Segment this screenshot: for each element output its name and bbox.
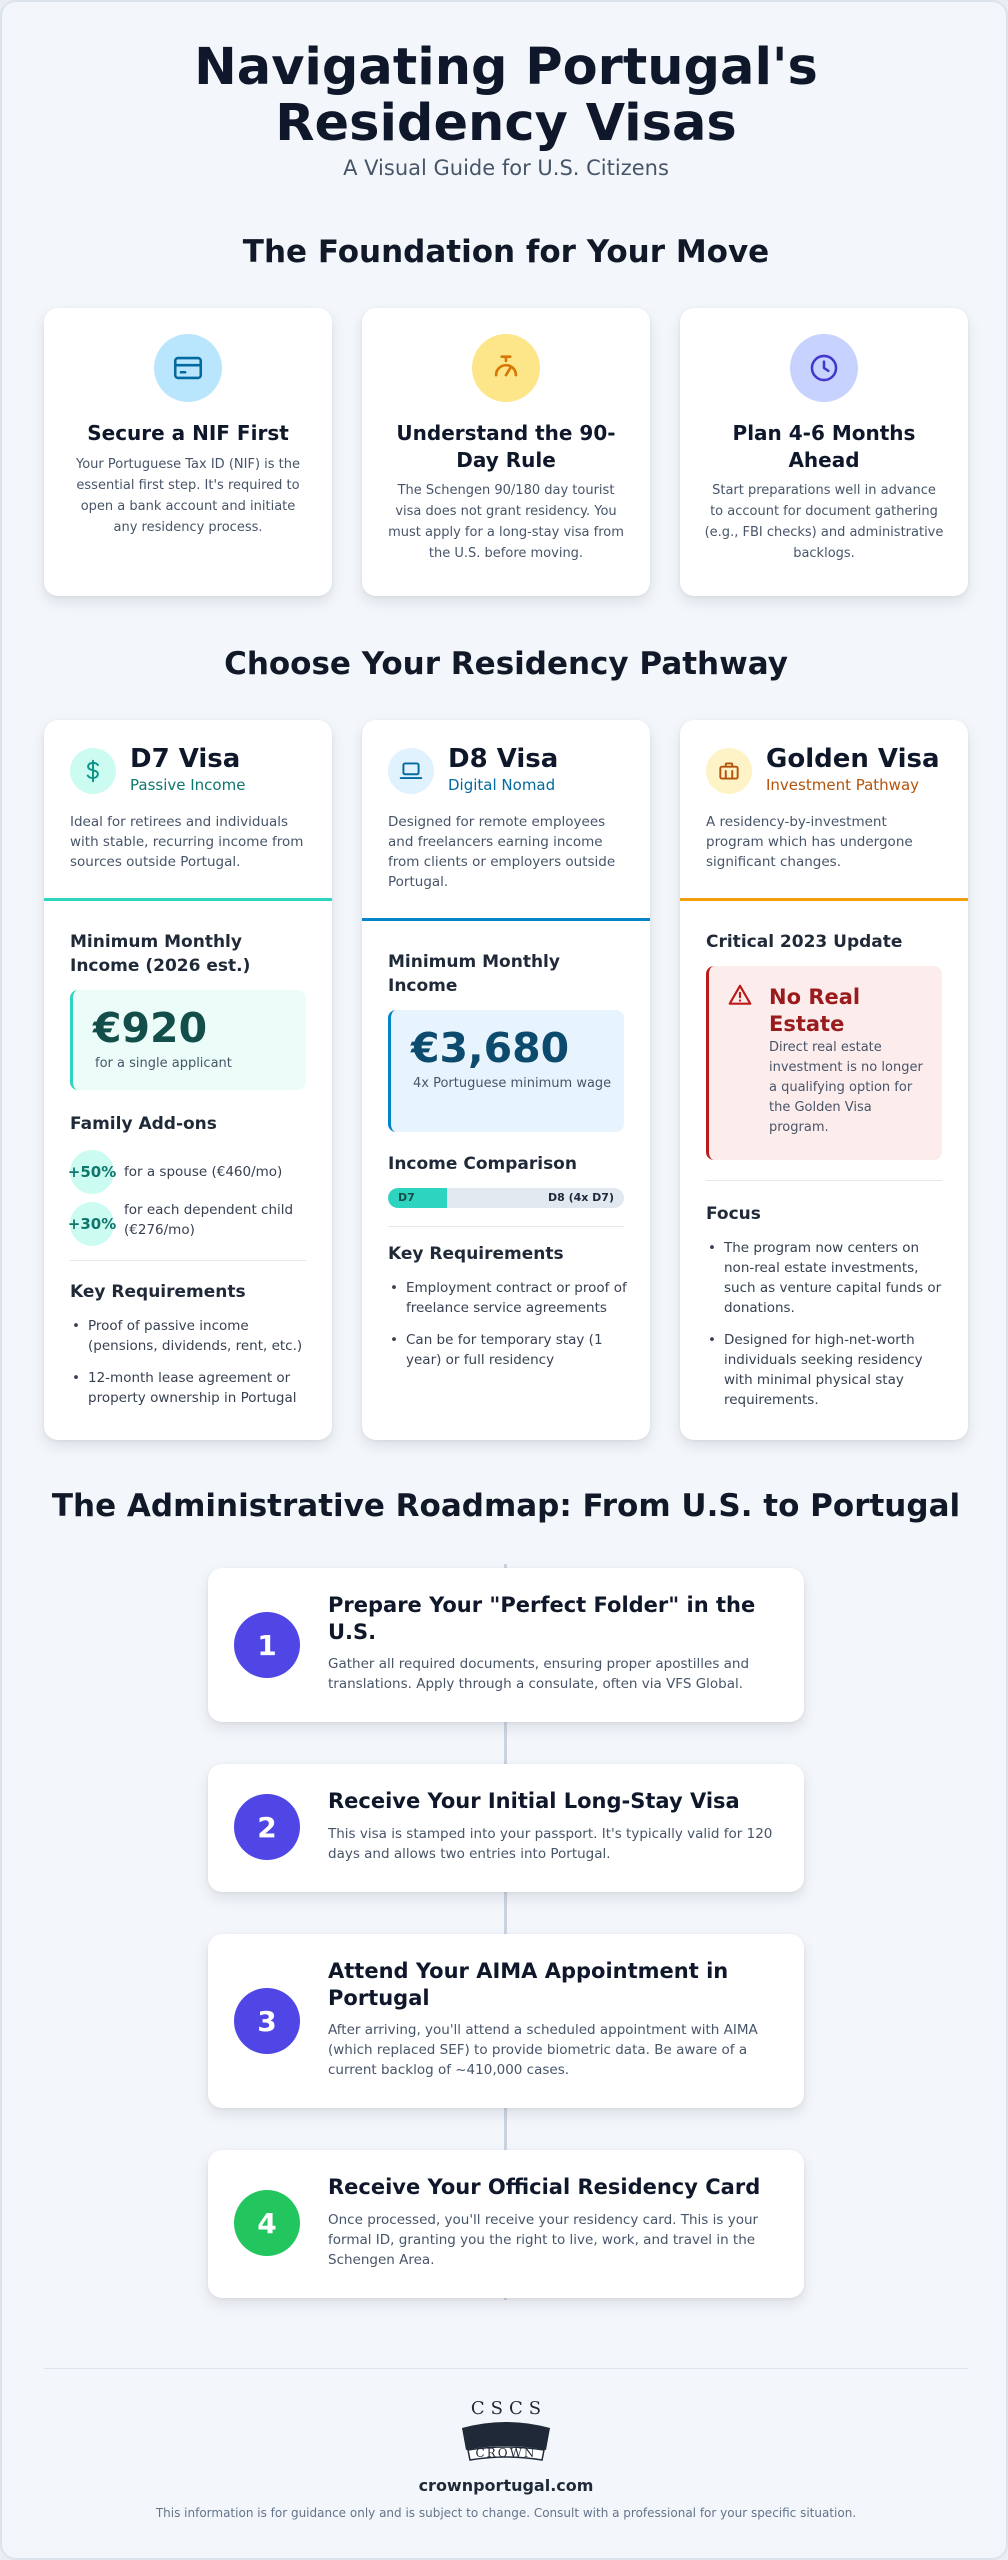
spouse-addon-text: for a spouse (€460/mo) [124, 1164, 283, 1180]
briefcase-icon [706, 748, 752, 794]
dollar-icon [70, 748, 116, 794]
d7-description: Ideal for retirees and individuals with stable, recurring income from sources outside Portugal. [70, 814, 304, 870]
income-comparison-bar [388, 1188, 624, 1208]
roadmap-step-3 [208, 1934, 804, 2108]
d7-income-value: €920 [93, 1004, 208, 1052]
step-number-badge: 1 [234, 1612, 300, 1678]
foundation-card-plan-ahead [680, 308, 968, 596]
logo-letters: C S C S [470, 2398, 542, 2419]
golden-visa-card [680, 720, 968, 1440]
d8-accent-line [362, 918, 650, 921]
gauge-icon [472, 334, 540, 402]
page-subtitle: A Visual Guide for U.S. Citizens [343, 156, 669, 180]
list-item: • Proof of passive income (pensions, dividends, rent, etc.) [70, 1316, 310, 1356]
alert-title: No Real Estate [769, 985, 861, 1036]
list-item: • Can be for temporary stay (1 year) or full residency [388, 1330, 628, 1370]
foundation-card-nif [44, 308, 332, 596]
pathways-title: Choose Your Residency Pathway [224, 646, 788, 682]
foundation-title: The Foundation for Your Move [242, 234, 770, 270]
d8-title: D8 Visa [448, 744, 559, 774]
step-text: Once processed, you'll receive your residency card. This is your formal ID, granting you the right to live, work, and travel in the Schengen Area. [328, 2212, 759, 2268]
d7-subtitle: Passive Income [130, 776, 246, 794]
d8-income-note: 4x Portuguese minimum wage [413, 1076, 612, 1091]
roadmap-title: The Administrative Roadmap: From U.S. to Portugal [51, 1488, 961, 1524]
step-number-badge: 3 [234, 1988, 300, 2054]
footer-disclaimer: This information is for guidance only and is subject to change. Consult with a professional for your specific situation. [155, 2506, 857, 2520]
d8-income-label: Minimum Monthly Income [388, 952, 560, 996]
foundation-card-text: The Schengen 90/180 day tourist visa does not grant residency. You must apply for a long-stay visa from the U.S. before moving. [388, 483, 624, 561]
golden-accent-line [680, 898, 968, 901]
d8-income-value: €3,680 [411, 1024, 570, 1072]
d7-requirements-list [70, 1316, 310, 1420]
step-number-badge: 2 [234, 1794, 300, 1860]
d7-income-label: Minimum Monthly Income (2026 est.) [70, 932, 251, 976]
step-text: Gather all required documents, ensuring proper apostilles and translations. Apply through a consulate, often via VFS Global. [328, 1656, 750, 1692]
foundation-card-90-day [362, 308, 650, 596]
list-item: • Employment contract or proof of freelance service agreements [388, 1278, 628, 1318]
d8-comparison-label: D8 (4x D7) [547, 1191, 614, 1204]
id-card-icon [154, 334, 222, 402]
d7-comparison-label: D7 [398, 1191, 415, 1204]
step-title: Receive Your Initial Long-Stay Visa [328, 1789, 740, 1813]
golden-title: Golden Visa [766, 744, 940, 774]
d8-subtitle: Digital Nomad [448, 776, 556, 794]
foundation-card-text: Your Portuguese Tax ID (NIF) is the essential first step. It's required to open a bank account and initiate any residency process. [75, 457, 300, 535]
d7-title: D7 Visa [130, 744, 241, 774]
child-addon-text: for each dependent child (€276/mo) [124, 1202, 294, 1238]
step-title: Attend Your AIMA Appointment in Portugal [328, 1959, 729, 2010]
foundation-card-text: Start preparations well in advance to account for document gathering (e.g., FBI checks) and administrative backlogs. [704, 483, 944, 561]
foundation-card-title: Plan 4-6 Months Ahead [732, 421, 916, 472]
d7-comparison-fill [388, 1188, 447, 1208]
page-title: Navigating Portugal's Residency Visas [194, 38, 818, 153]
d7-visa-card [44, 720, 332, 1440]
step-text: This visa is stamped into your passport. It's typically valid for 120 days and allows two entries into Portugal. [328, 1826, 773, 1862]
d7-income-note: for a single applicant [95, 1056, 232, 1071]
golden-subtitle: Investment Pathway [766, 776, 920, 794]
d7-addons-label: Family Add-ons [70, 1114, 217, 1134]
d7-accent-line [44, 898, 332, 901]
foundation-card-title: Understand the 90-Day Rule [396, 421, 616, 472]
alert-text: Direct real estate investment is no longer a qualifying option for the Golden Visa program. [769, 1040, 923, 1135]
d8-description: Designed for remote employees and freelancers earning income from clients or employers outside Portugal. [388, 814, 616, 890]
logo-word: CROWN [475, 2446, 537, 2460]
footer-divider [44, 2368, 968, 2369]
crown-logo [458, 2398, 554, 2464]
no-real-estate-alert [706, 966, 942, 1160]
golden-focus-list [706, 1238, 946, 1422]
foundation-card-title: Secure a NIF First [87, 421, 289, 445]
step-text: After arriving, you'll attend a scheduled appointment with AIMA (which replaced SEF) to provide biometric data. Be aware of a current backlog of ~410,000 cases. [328, 2022, 758, 2078]
d8-divider [388, 1226, 624, 1227]
roadmap-step-4 [208, 2150, 804, 2298]
d8-comparison-label: Income Comparison [388, 1154, 577, 1174]
golden-update-label: Critical 2023 Update [706, 932, 903, 952]
d8-income-box [388, 1010, 624, 1132]
laptop-icon [388, 748, 434, 794]
d7-income-box [70, 990, 306, 1090]
list-item: • Designed for high-net-worth individuals seeking residency with minimal physical stay requirements. [706, 1330, 946, 1410]
d8-visa-card [362, 720, 650, 1440]
golden-description: A residency-by-investment program which has undergone significant changes. [706, 814, 913, 870]
step-number-badge: 4 [234, 2190, 300, 2256]
roadmap-step-2 [208, 1764, 804, 1892]
step-title: Prepare Your "Perfect Folder" in the U.S. [328, 1593, 756, 1644]
golden-focus-label: Focus [706, 1204, 761, 1224]
d8-requirements-list [388, 1278, 628, 1382]
footer-site-link[interactable]: crownportugal.com [418, 2476, 594, 2495]
clock-icon [790, 334, 858, 402]
roadmap-step-1 [208, 1568, 804, 1722]
d8-requirements-label: Key Requirements [388, 1244, 564, 1264]
d7-requirements-label: Key Requirements [70, 1282, 246, 1302]
step-title: Receive Your Official Residency Card [328, 2175, 761, 2199]
warning-icon [727, 982, 753, 1012]
d7-divider [70, 1260, 306, 1261]
child-addon-badge: +30% [70, 1202, 114, 1246]
list-item: • 12-month lease agreement or property ownership in Portugal [70, 1368, 310, 1408]
spouse-addon-badge: +50% [70, 1150, 114, 1194]
list-item: • The program now centers on non-real estate investments, such as venture capital funds or donations. [706, 1238, 946, 1318]
golden-divider [706, 1180, 942, 1181]
